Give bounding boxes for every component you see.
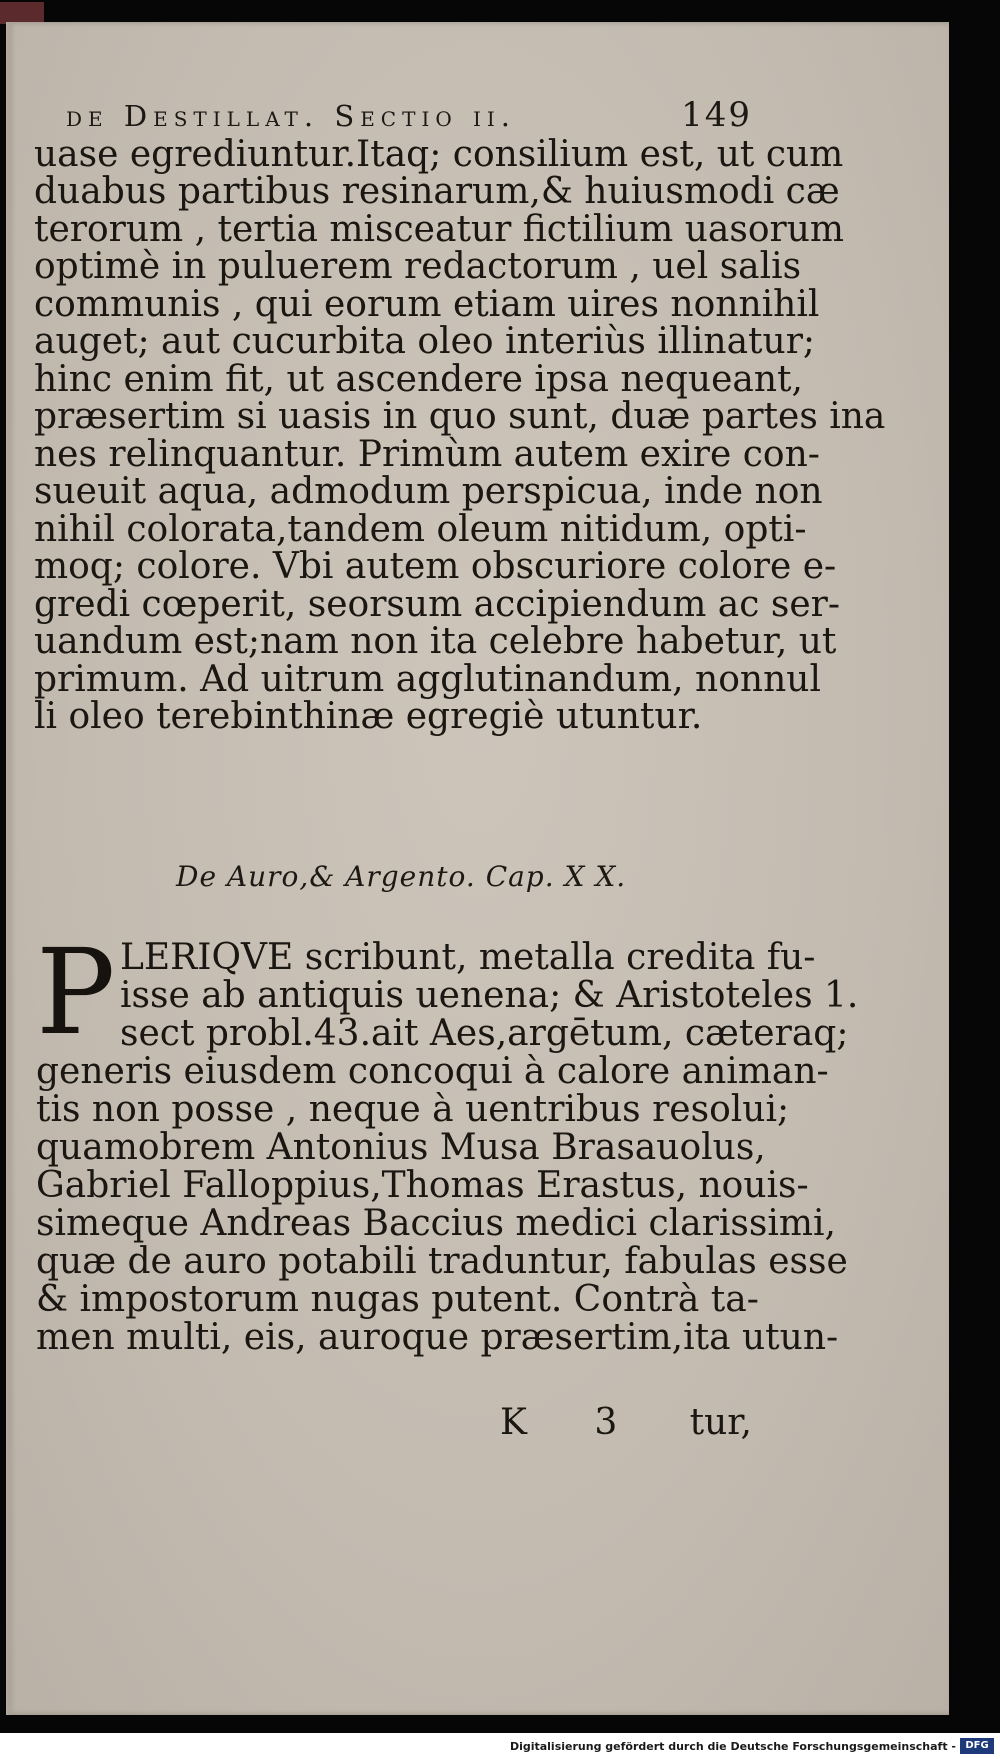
text-line: hinc enim fit, ut ascendere ipsa nequeant, [34,359,803,400]
text-line: quamobrem Antonius Musa Brasauolus, [36,1127,766,1168]
chapter-heading: De Auro,& Argento. Cap. X X. [176,860,627,893]
page-number: 149 [681,95,752,135]
text-line: men multi, eis, auroque præsertim,ita utun- [36,1317,839,1358]
text-line: primum. Ad uitrum agglutinandum, nonnul [34,659,821,700]
text-line: isse ab antiquis uenena; & Aristoteles 1. [120,975,859,1016]
text-line: præsertim si uasis in quo sunt, duæ partes ina [34,396,886,437]
text-line: sect probl.43.ait Aes,argētum, cæteraq; [120,1013,849,1054]
catchword-line [500,1402,752,1443]
text-line: simeque Andreas Baccius medici clarissimi, [36,1203,836,1244]
text-line: li oleo terebinthinæ egregiè utuntur. [34,696,703,737]
text-line: sueuit aqua, admodum perspicua, inde non [34,471,823,512]
text-line: & impostorum nugas putent. Contrà ta- [36,1279,759,1320]
text-line: quæ de auro potabili traduntur, fabulas esse [36,1241,848,1282]
text-line: Gabriel Falloppius,Thomas Erastus, nouis- [36,1165,809,1206]
catchword: tur, [689,1402,752,1443]
page-corner-marker [0,2,44,24]
signature-mark: K 3 [500,1402,646,1443]
dfg-logo: DFG [960,1738,994,1754]
text-line: tis non posse , neque à uentribus resolui; [36,1089,790,1130]
text-line: gredi cœperit, seorsum accipiendum ac ser- [34,584,841,625]
footer-credit: Digitalisierung gefördert durch die Deutsche Forschungsgemeinschaft - [509,1740,956,1753]
text-line: nihil colorata,tandem oleum nitidum, opti- [34,509,807,550]
page-gutter-shadow [6,22,16,1715]
text-line: LERIQVE scribunt, metalla credita fu- [120,937,816,978]
text-line: generis eiusdem concoqui à calore animan- [36,1051,829,1092]
text-line: nes relinquantur. Primùm autem exire con- [34,434,820,475]
text-line: uase egrediuntur.Itaq; consilium est, ut cum [34,134,844,175]
text-line: communis , qui eorum etiam uires nonnihil [34,284,820,325]
text-line: uandum est;nam non ita celebre habetur, ut [34,621,837,662]
drop-cap-initial: P [36,923,116,1061]
text-line: moq; colore. Vbi autem obscuriore colore e- [34,546,837,587]
text-line: auget; aut cucurbita oleo interiùs illinatur; [34,321,816,362]
text-line: terorum , tertia misceatur fictilium uasorum [34,209,845,250]
text-line: optimè in puluerem redactorum , uel salis [34,246,802,287]
text-line: duabus partibus resinarum,& huiusmodi cæ [34,171,840,212]
running-head-title: de Destillat. Sectio ii. [66,99,516,133]
